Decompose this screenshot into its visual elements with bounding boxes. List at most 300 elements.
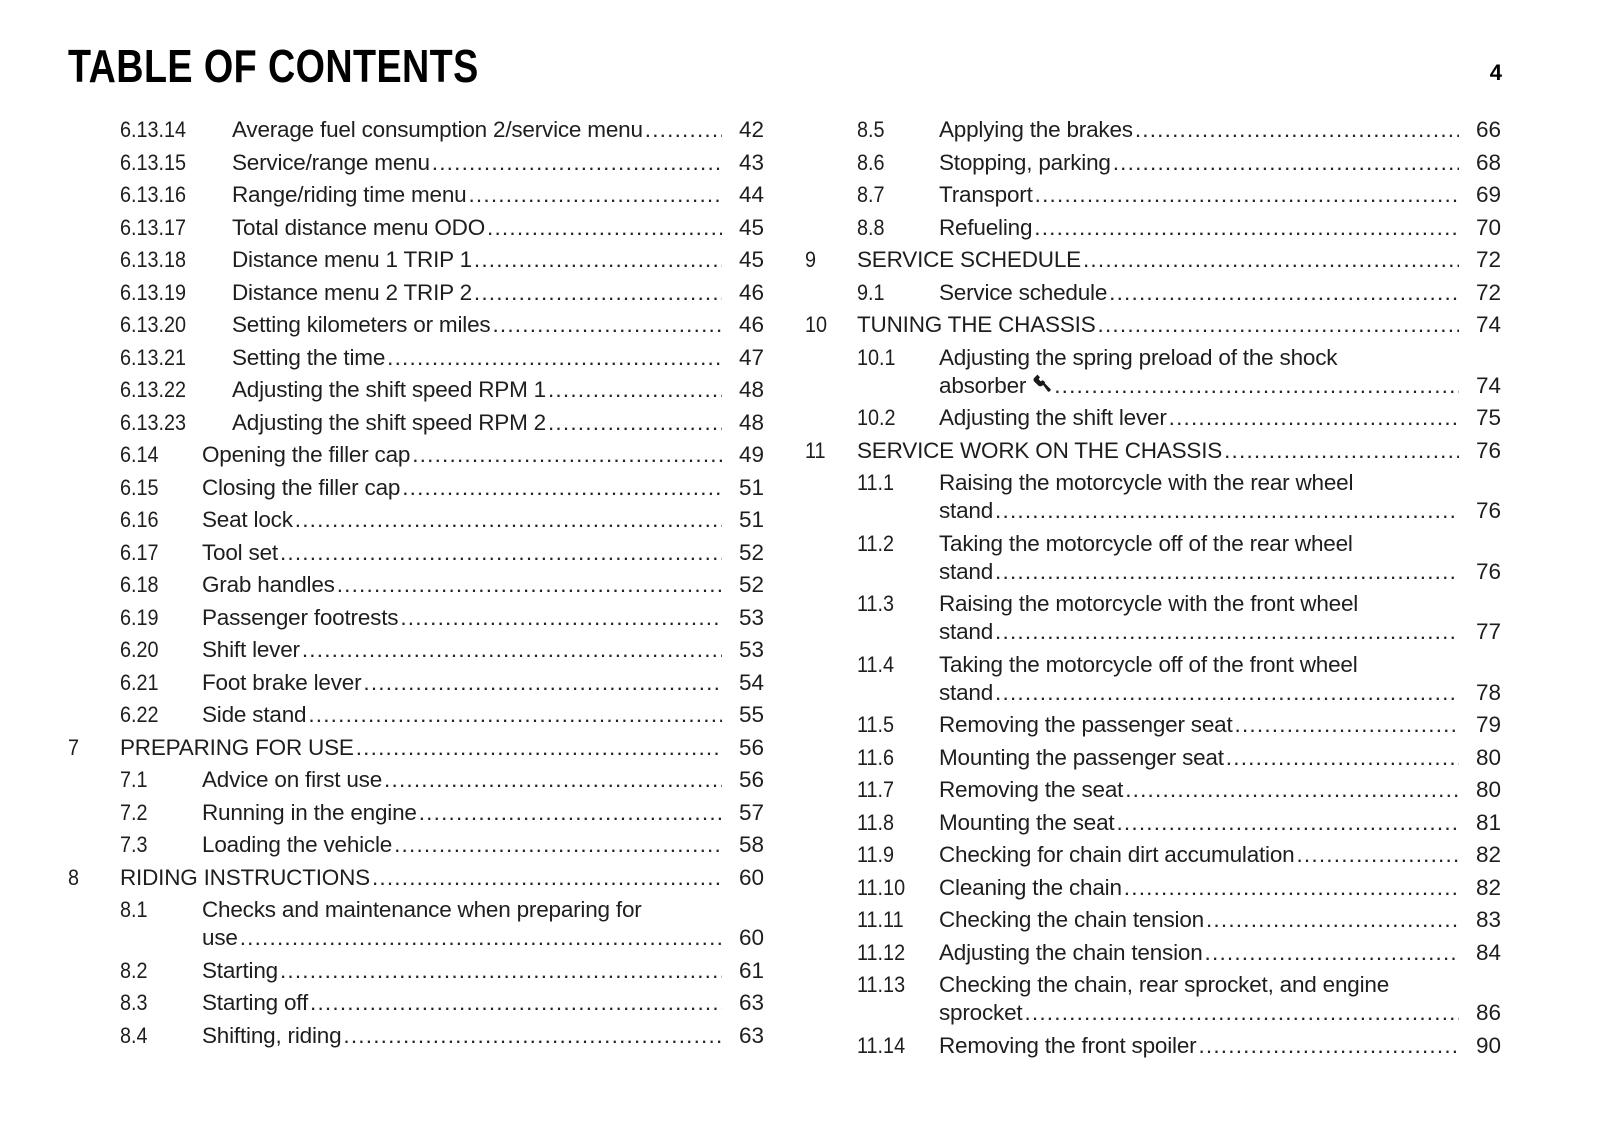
page-ref: 81 xyxy=(1475,809,1501,835)
section-number: 11.10 xyxy=(857,874,906,900)
section-number: 6.13.23 xyxy=(120,409,187,435)
section-title: stand xyxy=(939,558,994,584)
toc-entry-10-2[interactable] xyxy=(805,402,1501,435)
page-ref: 45 xyxy=(738,214,764,240)
section-title: Closing the filler cap xyxy=(202,474,401,500)
section-title: Cleaning the chain xyxy=(939,874,1122,900)
section-title: stand xyxy=(939,679,994,705)
page-ref: 54 xyxy=(738,669,764,695)
page-ref: 61 xyxy=(738,957,764,983)
toc-line xyxy=(232,179,764,212)
dot-leader xyxy=(1116,807,1459,840)
section-number: 10 xyxy=(805,312,828,337)
section-title: PREPARING FOR USE xyxy=(120,734,354,760)
section-title: Setting kilometers or miles xyxy=(232,312,491,337)
page-ref: 78 xyxy=(1475,679,1501,705)
page-ref: 72 xyxy=(1475,247,1501,272)
section-title: Loading the vehicle xyxy=(202,832,393,857)
page-ref: 69 xyxy=(1475,182,1501,207)
dot-leader xyxy=(310,987,722,1020)
section-number: 6.13.21 xyxy=(120,344,187,370)
section-number: 7 xyxy=(68,734,80,760)
toc-line xyxy=(232,407,764,440)
dot-leader xyxy=(356,732,722,765)
section-number: 6.13.20 xyxy=(120,312,187,337)
toc-line xyxy=(939,370,1501,403)
section-title: Shifting, riding xyxy=(202,1022,342,1048)
toc-entry-11-2[interactable] xyxy=(805,528,1501,589)
toc-line xyxy=(202,829,764,862)
dot-leader xyxy=(308,699,722,732)
page-ref: 42 xyxy=(738,117,764,142)
section-title-line1: Taking the motorcycle off of the front wheel xyxy=(939,651,1358,677)
dot-leader xyxy=(548,407,722,440)
toc-entry-8-2[interactable] xyxy=(68,955,764,988)
section-title: Range/riding time menu xyxy=(232,182,467,207)
toc-entry-9-1[interactable] xyxy=(805,277,1501,310)
section-number: 8.6 xyxy=(857,149,885,175)
section-number: 11.13 xyxy=(857,972,906,997)
section-number: 6.21 xyxy=(120,669,159,695)
section-number: 11.14 xyxy=(857,1032,906,1058)
toc-entry-6-13-19[interactable] xyxy=(68,277,764,310)
section-number: 8 xyxy=(68,864,80,890)
toc-line xyxy=(939,997,1501,1030)
section-title-line1: Raising the motorcycle with the rear wheel xyxy=(939,470,1354,495)
dot-leader xyxy=(402,472,722,505)
section-title: Shift lever xyxy=(202,637,300,662)
toc-right-column xyxy=(805,114,1501,1062)
dot-leader xyxy=(468,179,722,212)
toc-entry-6-13-17[interactable] xyxy=(68,212,764,245)
section-title: stand xyxy=(939,619,994,644)
section-number: 11.9 xyxy=(857,842,895,867)
dot-leader xyxy=(1205,937,1459,970)
dot-leader xyxy=(995,616,1459,649)
section-title: stand xyxy=(939,498,994,523)
section-number: 6.19 xyxy=(120,604,159,630)
dot-leader xyxy=(280,537,722,570)
section-number: 11.3 xyxy=(857,591,895,616)
toc-entry-7-1[interactable] xyxy=(68,764,764,797)
toc-line xyxy=(939,709,1501,742)
toc-line xyxy=(202,955,764,988)
dot-leader xyxy=(1098,309,1459,342)
section-number: 6.13.22 xyxy=(120,377,187,402)
page-ref: 46 xyxy=(738,312,764,337)
dot-leader xyxy=(995,677,1459,710)
wrench-icon xyxy=(1032,370,1052,390)
page-ref: 56 xyxy=(738,767,764,792)
toc-entry-6-13-22[interactable] xyxy=(68,374,764,407)
toc-line xyxy=(202,537,764,570)
toc-line xyxy=(857,244,1501,277)
dot-leader xyxy=(1125,774,1459,807)
section-number: 11.11 xyxy=(857,907,904,932)
section-number: 6.13.18 xyxy=(120,247,187,272)
toc-line xyxy=(939,839,1501,872)
section-title: Service schedule xyxy=(939,279,1108,305)
dot-leader xyxy=(1296,839,1459,872)
dot-leader xyxy=(474,244,722,277)
section-number: 8.4 xyxy=(120,1022,148,1048)
section-number: 7.3 xyxy=(120,832,148,857)
section-title: Distance menu 1 TRIP 1 xyxy=(232,247,472,272)
section-number: 11.4 xyxy=(857,651,895,677)
section-number: 8.2 xyxy=(120,957,148,983)
section-title-line1: Raising the motorcycle with the front wheel xyxy=(939,591,1359,616)
page-ref: 66 xyxy=(1475,117,1501,142)
toc-entry-7[interactable] xyxy=(68,732,764,765)
toc-line xyxy=(202,504,764,537)
dot-leader xyxy=(548,374,722,407)
toc-line xyxy=(202,667,764,700)
toc-entry-11-11[interactable] xyxy=(805,904,1501,937)
toc-entry-7-2[interactable] xyxy=(68,797,764,830)
section-number: 11.6 xyxy=(857,744,895,770)
section-title: Transport xyxy=(939,182,1033,207)
page-ref: 48 xyxy=(738,409,764,435)
toc-line xyxy=(202,1020,764,1053)
toc-entry-8[interactable] xyxy=(68,862,764,895)
toc-line xyxy=(939,402,1501,435)
section-title: SERVICE SCHEDULE xyxy=(857,247,1081,272)
section-title: Applying the brakes xyxy=(939,117,1133,142)
toc-line xyxy=(939,742,1501,775)
toc-entry-11-7[interactable] xyxy=(805,774,1501,807)
page-ref: 72 xyxy=(1475,279,1501,305)
page-ref: 84 xyxy=(1475,939,1501,965)
toc-line xyxy=(232,114,764,147)
dot-leader xyxy=(1226,742,1459,775)
toc-line xyxy=(939,677,1501,710)
section-number: 8.7 xyxy=(857,182,885,207)
toc-line xyxy=(232,374,764,407)
dot-leader xyxy=(1035,179,1459,212)
page-ref: 74 xyxy=(1475,312,1501,337)
section-title: Refueling xyxy=(939,214,1033,240)
dot-leader xyxy=(302,634,722,667)
toc-line xyxy=(232,147,764,180)
dot-leader xyxy=(474,277,722,310)
toc-line xyxy=(232,277,764,310)
page-ref: 52 xyxy=(738,539,764,565)
page-ref: 43 xyxy=(738,149,764,175)
toc-line xyxy=(939,277,1501,310)
toc-line xyxy=(939,807,1501,840)
dot-leader xyxy=(400,602,722,635)
toc-entry-6-20[interactable] xyxy=(68,634,764,667)
page-ref: 53 xyxy=(738,637,764,662)
section-title: Checking the chain tension xyxy=(939,907,1204,932)
toc-line xyxy=(939,212,1501,245)
dot-leader xyxy=(995,556,1459,589)
page-ref: 51 xyxy=(738,507,764,532)
toc-entry-6-13-21[interactable] xyxy=(68,342,764,375)
section-number: 6.17 xyxy=(120,539,159,565)
toc-line xyxy=(939,872,1501,905)
section-title-line1: Checking the chain, rear sprocket, and engine xyxy=(939,972,1390,997)
toc-entry-11-9[interactable] xyxy=(805,839,1501,872)
toc-entry-10-1[interactable] xyxy=(805,342,1501,403)
dot-leader xyxy=(387,342,722,375)
dot-leader xyxy=(337,569,722,602)
toc-entry-11-1[interactable] xyxy=(805,467,1501,528)
toc-entry-8-7[interactable] xyxy=(805,179,1501,212)
dot-leader xyxy=(363,667,722,700)
toc-entry-6-13-18[interactable] xyxy=(68,244,764,277)
toc-entry-11-6[interactable] xyxy=(805,742,1501,775)
section-title-line1: Checks and maintenance when preparing for xyxy=(202,897,642,922)
toc-line xyxy=(232,342,764,375)
toc-line xyxy=(120,732,764,765)
page-ref: 70 xyxy=(1475,214,1501,240)
page-ref: 46 xyxy=(738,279,764,305)
toc-entry-8-6[interactable] xyxy=(805,147,1501,180)
section-number: 10.1 xyxy=(857,344,896,370)
dot-leader xyxy=(432,147,722,180)
dot-leader xyxy=(412,439,722,472)
section-title: TUNING THE CHASSIS xyxy=(857,312,1096,337)
page-ref: 79 xyxy=(1475,712,1501,737)
toc-entry-8-1[interactable] xyxy=(68,894,764,955)
page-ref: 52 xyxy=(738,572,764,597)
page-ref: 60 xyxy=(738,925,764,950)
toc-line xyxy=(202,797,764,830)
section-title: Checking for chain dirt accumulation xyxy=(939,842,1295,867)
page-ref: 49 xyxy=(738,442,764,467)
toc-entry-6-13-20[interactable] xyxy=(68,309,764,342)
page-ref: 76 xyxy=(1475,437,1501,463)
page-ref: 58 xyxy=(738,832,764,857)
toc-line xyxy=(202,569,764,602)
toc-line xyxy=(939,937,1501,970)
dot-leader xyxy=(419,797,722,830)
toc-entry-6-19[interactable] xyxy=(68,602,764,635)
dot-leader xyxy=(394,829,722,862)
section-number: 6.13.19 xyxy=(120,279,187,305)
section-title: Side stand xyxy=(202,702,307,727)
toc-line xyxy=(202,602,764,635)
section-title: Starting xyxy=(202,957,278,983)
section-number: 6.15 xyxy=(120,474,159,500)
toc-line xyxy=(202,699,764,732)
toc-entry-6-13-16[interactable] xyxy=(68,179,764,212)
dot-leader xyxy=(240,922,722,955)
section-title: use xyxy=(202,925,238,950)
toc-entry-11-4[interactable] xyxy=(805,649,1501,710)
dot-leader xyxy=(487,212,722,245)
toc-entry-7-3[interactable] xyxy=(68,829,764,862)
section-number: 6.16 xyxy=(120,507,159,532)
section-title: Stopping, parking xyxy=(939,149,1111,175)
toc-entry-11-14[interactable] xyxy=(805,1030,1501,1063)
page-number: 4 xyxy=(1489,60,1502,85)
toc-entry-8-8[interactable] xyxy=(805,212,1501,245)
page-title: TABLE OF CONTENTS xyxy=(68,40,479,92)
section-number: 8.1 xyxy=(120,897,148,922)
toc-entry-11-8[interactable] xyxy=(805,807,1501,840)
toc-line xyxy=(202,922,764,955)
section-title: Passenger footrests xyxy=(202,604,399,630)
toc-line xyxy=(939,114,1501,147)
toc-entry-6-13-14[interactable] xyxy=(68,114,764,147)
page-ref: 83 xyxy=(1475,907,1501,932)
dot-leader xyxy=(1083,244,1459,277)
dot-leader xyxy=(1235,709,1459,742)
section-number: 6.13.14 xyxy=(120,117,187,142)
toc-line xyxy=(939,495,1501,528)
dot-leader xyxy=(1169,402,1459,435)
toc-entry-6-22[interactable] xyxy=(68,699,764,732)
section-number: 11.12 xyxy=(857,939,906,965)
page-ref: 68 xyxy=(1475,149,1501,175)
page-ref: 80 xyxy=(1475,777,1501,802)
page-ref: 56 xyxy=(738,734,764,760)
section-number: 9.1 xyxy=(857,279,885,305)
section-title: Adjusting the chain tension xyxy=(939,939,1203,965)
section-title: absorber xyxy=(939,372,1027,398)
dot-leader xyxy=(1109,277,1459,310)
section-title: Mounting the seat xyxy=(939,809,1115,835)
section-title: Removing the front spoiler xyxy=(939,1032,1197,1058)
toc-line xyxy=(857,309,1501,342)
section-title: Average fuel consumption 2/service menu xyxy=(232,117,643,142)
toc-entry-6-13-23[interactable] xyxy=(68,407,764,440)
dot-leader xyxy=(1224,435,1459,468)
toc-entry-6-17[interactable] xyxy=(68,537,764,570)
page-ref: 45 xyxy=(738,247,764,272)
dot-leader xyxy=(1113,147,1459,180)
section-number: 11 xyxy=(805,437,826,463)
toc-entry-6-13-15[interactable] xyxy=(68,147,764,180)
section-number: 8.8 xyxy=(857,214,885,240)
page-ref: 82 xyxy=(1475,842,1501,867)
toc-entry-6-16[interactable] xyxy=(68,504,764,537)
toc-entry-11[interactable] xyxy=(805,435,1501,468)
toc-entry-11-13[interactable] xyxy=(805,969,1501,1030)
toc-line xyxy=(939,904,1501,937)
section-title: Adjusting the shift speed RPM 1 xyxy=(232,377,546,402)
section-number: 6.20 xyxy=(120,637,159,662)
section-title: Advice on first use xyxy=(202,767,383,792)
toc-entry-11-12[interactable] xyxy=(805,937,1501,970)
dot-leader xyxy=(1124,872,1459,905)
dot-leader xyxy=(645,114,722,147)
toc-line xyxy=(939,147,1501,180)
section-number: 11.7 xyxy=(857,777,895,802)
page-ref: 51 xyxy=(738,474,764,500)
section-title-line1: Adjusting the spring preload of the shock xyxy=(939,344,1338,370)
dot-leader xyxy=(1054,370,1459,403)
toc-line xyxy=(857,435,1501,468)
section-title: Distance menu 2 TRIP 2 xyxy=(232,279,472,305)
dot-leader xyxy=(1024,997,1459,1030)
toc-entry-8-5[interactable] xyxy=(805,114,1501,147)
toc-line xyxy=(939,616,1501,649)
section-title: Foot brake lever xyxy=(202,669,362,695)
section-title: RIDING INSTRUCTIONS xyxy=(120,864,370,890)
page-ref: 47 xyxy=(738,344,764,370)
section-title: Adjusting the shift speed RPM 2 xyxy=(232,409,546,435)
section-title: Total distance menu ODO xyxy=(232,214,486,240)
section-title: Starting off xyxy=(202,990,309,1015)
section-number: 6.13.15 xyxy=(120,149,187,175)
toc-line xyxy=(232,212,764,245)
toc-entry-6-18[interactable] xyxy=(68,569,764,602)
toc-line xyxy=(202,634,764,667)
toc-entry-11-3[interactable] xyxy=(805,588,1501,649)
toc-line xyxy=(202,472,764,505)
page-ref: 63 xyxy=(738,1022,764,1048)
page-ref: 63 xyxy=(738,990,764,1015)
dot-leader xyxy=(295,504,722,537)
toc-line xyxy=(202,764,764,797)
toc-entry-6-14[interactable] xyxy=(68,439,764,472)
section-number: 6.13.16 xyxy=(120,182,187,207)
toc-entry-11-10[interactable] xyxy=(805,872,1501,905)
toc-line xyxy=(939,179,1501,212)
toc-line xyxy=(939,774,1501,807)
page-ref: 44 xyxy=(738,182,764,207)
toc-entry-8-3[interactable] xyxy=(68,987,764,1020)
toc-entry-6-21[interactable] xyxy=(68,667,764,700)
dot-leader xyxy=(1206,904,1459,937)
page-ref: 76 xyxy=(1475,558,1501,584)
section-title-line1: Taking the motorcycle off of the rear wheel xyxy=(939,530,1353,556)
dot-leader xyxy=(384,764,722,797)
page-ref: 86 xyxy=(1475,1000,1501,1025)
section-title: Seat lock xyxy=(202,507,293,532)
section-number: 6.13.17 xyxy=(120,214,187,240)
section-title: Service/range menu xyxy=(232,149,430,175)
section-number: 11.5 xyxy=(857,712,895,737)
section-number: 11.8 xyxy=(857,809,895,835)
section-title: SERVICE WORK ON THE CHASSIS xyxy=(857,437,1223,463)
toc-entry-9[interactable] xyxy=(805,244,1501,277)
toc-entry-11-5[interactable] xyxy=(805,709,1501,742)
section-number: 11.1 xyxy=(857,470,895,495)
section-number: 6.18 xyxy=(120,572,159,597)
dot-leader xyxy=(280,955,722,988)
page-ref: 90 xyxy=(1475,1032,1501,1058)
toc-entry-10[interactable] xyxy=(805,309,1501,342)
toc-line xyxy=(202,439,764,472)
toc-entry-8-4[interactable] xyxy=(68,1020,764,1053)
page-ref: 77 xyxy=(1475,619,1501,644)
toc-left-column xyxy=(68,114,764,1052)
section-title: Removing the passenger seat xyxy=(939,712,1233,737)
page-ref: 60 xyxy=(738,864,764,890)
toc-line xyxy=(232,244,764,277)
section-number: 8.3 xyxy=(120,990,148,1015)
dot-leader xyxy=(1135,114,1459,147)
section-title: Setting the time xyxy=(232,344,386,370)
dot-leader xyxy=(1034,212,1459,245)
section-number: 7.2 xyxy=(120,799,148,825)
page-ref: 48 xyxy=(738,377,764,402)
section-title: Adjusting the shift lever xyxy=(939,405,1167,430)
dot-leader xyxy=(343,1020,722,1053)
section-number: 6.22 xyxy=(120,702,159,727)
page-ref: 53 xyxy=(738,604,764,630)
page-ref: 74 xyxy=(1475,372,1501,398)
section-number: 7.1 xyxy=(120,767,148,792)
page-ref: 80 xyxy=(1475,744,1501,770)
section-number: 8.5 xyxy=(857,117,885,142)
toc-entry-6-15[interactable] xyxy=(68,472,764,505)
section-title: Opening the filler cap xyxy=(202,442,411,467)
